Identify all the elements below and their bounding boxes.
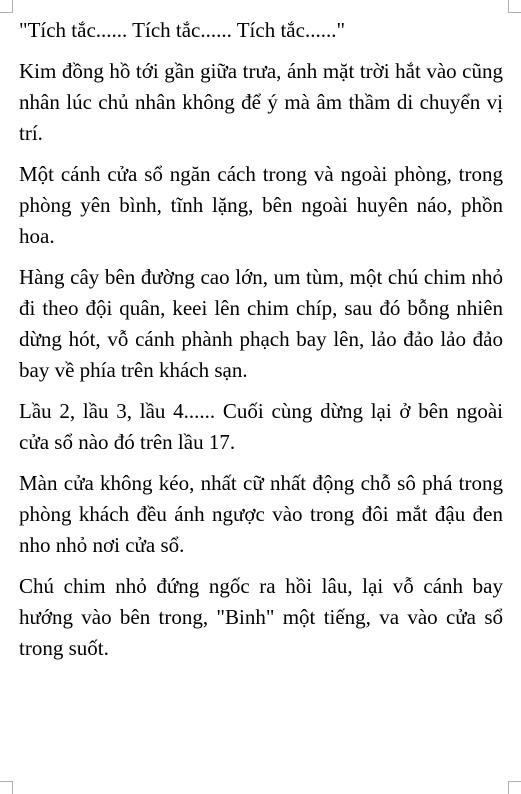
paragraph: Lầu 2, lầu 3, lầu 4...... Cuối cùng dừng lại ở bên ngoài cửa sổ nào đó trên lầu 17. <box>19 399 503 454</box>
paragraph: Màn cửa không kéo, nhất cữ nhất động chỗ sô phá trong phòng khách đều ánh ngược vào trong đôi mắt đậu đen nho nhỏ nơi cửa sổ. <box>19 471 503 557</box>
paragraph: Hàng cây bên đường cao lớn, um tùm, một chú chim nhỏ đi theo đội quân, keei lên chim chíp, sau đó bỗng nhiên dừng hót, vỗ cánh phành phạch bay lên, lảo đảo lảo đảo bay về phía trên khách sạn. <box>19 265 503 382</box>
document-body <box>19 15 503 674</box>
paragraph: Một cánh cửa sổ ngăn cách trong và ngoài phòng, trong phòng yên bình, tĩnh lặng, bên ngoài huyên náo, phồn hoa. <box>19 162 503 248</box>
crop-mark-bottom-right <box>508 781 521 794</box>
paragraph: Kim đồng hồ tới gần giữa trưa, ánh mặt trời hắt vào cũng nhân lúc chủ nhân không để ý mà âm thầm di chuyển vị trí. <box>19 59 503 145</box>
crop-mark-bottom-left <box>0 781 13 794</box>
crop-mark-top-left <box>0 0 13 13</box>
crop-mark-top-right <box>508 0 521 13</box>
paragraph: Chú chim nhỏ đứng ngốc ra hồi lâu, lại vỗ cánh bay hướng vào bên trong, "Binh" một tiếng, va vào cửa sổ trong suốt. <box>19 574 503 660</box>
paragraph: "Tích tắc...... Tích tắc...... Tích tắc......" <box>19 18 346 42</box>
